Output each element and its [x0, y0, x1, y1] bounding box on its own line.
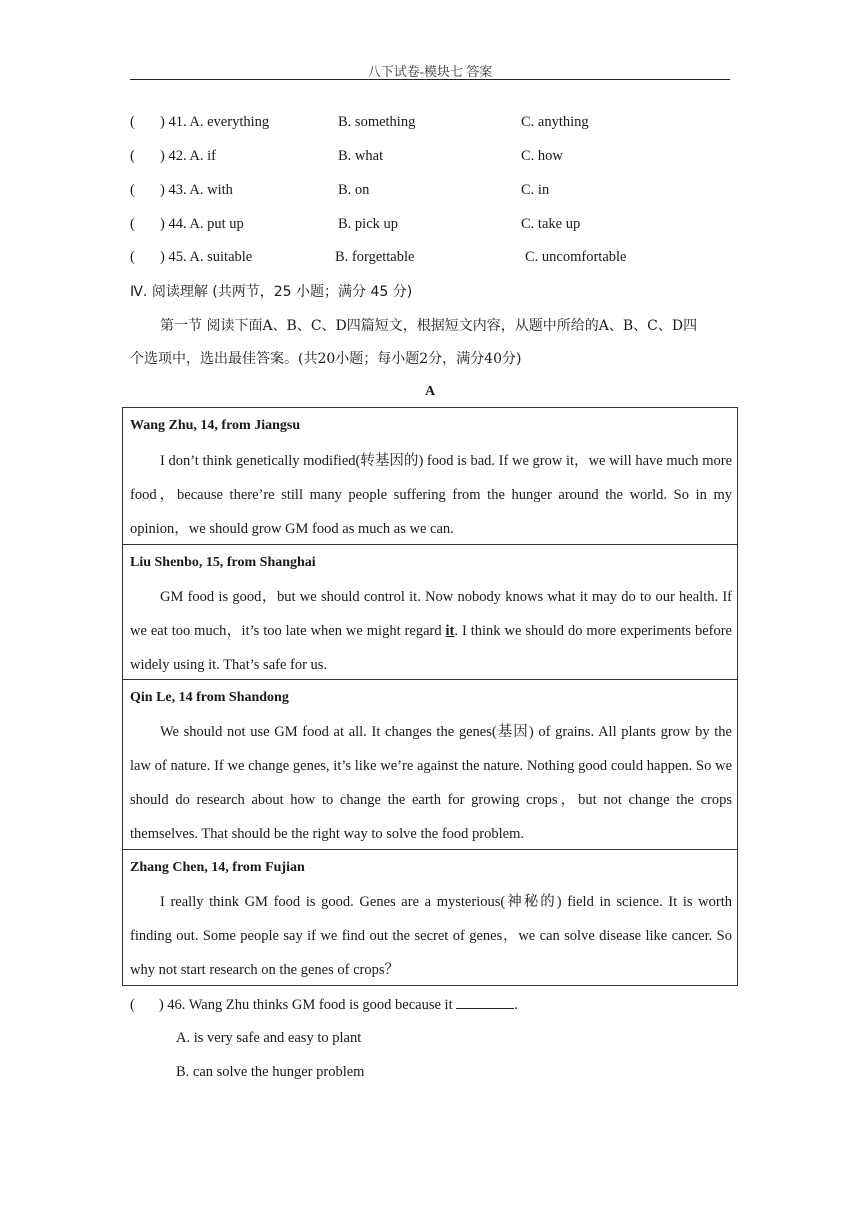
opinion-cell [123, 849, 737, 985]
instruction-line-2: 个选项中，选出最佳答案。(共20小题；每小题2分，满分40分) [130, 351, 522, 367]
instruction-line-1: 第一节 阅读下面A、B、C、D四篇短文，根据短文内容，从题中所给的A、B、C、D四 [160, 318, 698, 334]
opinion-author: Zhang Chen, 14, from Fujian [130, 860, 305, 875]
option-b: B. on [338, 182, 370, 198]
question-43-row [130, 182, 740, 202]
answer-paren: ( [130, 148, 135, 164]
question-46-end: . [514, 997, 518, 1013]
option-b: B. what [338, 148, 384, 164]
opinion-cell [123, 408, 737, 544]
page-header-title: 八下试卷-模块七 答案 [367, 64, 493, 79]
option-a: ) 43. A. with [160, 182, 233, 198]
opinion-author: Wang Zhu, 14, from Jiangsu [130, 418, 301, 433]
answer-paren: ( [130, 216, 135, 232]
question-42-row [130, 148, 740, 168]
opinion-author: Liu Shenbo, 15, from Shanghai [130, 555, 316, 570]
opinion-text-content: We should not use GM food at all. It changes the genes(基因) of grains. All plants grow by the law of nature. If we change genes, it’s like we’re against the nature. Nothing good could happen. So we should do research about how to change the earth for growing crops，but not change the crops themselves. That should be the right way to solve the food problem. [130, 724, 732, 842]
opinion-text-after: . I think we should do more experiments before widely using it. That’s safe for us. [130, 623, 732, 673]
option-b: B. forgettable [335, 249, 415, 265]
opinion-text [130, 885, 732, 987]
opinions-table [122, 407, 738, 986]
passage-label: A [424, 384, 436, 399]
option-b: B. pick up [338, 216, 399, 232]
question-41-row [130, 114, 740, 134]
option-b: B. something [338, 114, 416, 130]
answer-paren: ( [130, 249, 135, 265]
opinion-cell [123, 544, 737, 680]
answer-paren: ( [130, 114, 135, 130]
opinion-text-before: GM food is good，but we should control it. Now nobody knows what it may do to our health. If we eat too much，it’s too late when we might regard [130, 589, 732, 639]
opinion-text [130, 444, 732, 546]
option-c: C. anything [521, 114, 589, 130]
answer-paren: ( [130, 182, 135, 198]
answer-paren: ( [130, 997, 135, 1013]
option-c: C. take up [521, 216, 581, 232]
question-46-option-a: A. is very safe and easy to plant [176, 1030, 362, 1046]
option-a: ) 45. A. suitable [160, 249, 253, 265]
opinion-text [130, 580, 732, 682]
question-45-row [130, 249, 740, 269]
opinion-text [130, 715, 732, 851]
opinion-author: Qin Le, 14 from Shandong [130, 690, 289, 705]
header-rule [130, 79, 730, 80]
option-c: C. how [521, 148, 563, 164]
question-46-option-b: B. can solve the hunger problem [176, 1064, 365, 1080]
answer-blank [456, 996, 514, 1009]
option-a: ) 42. A. if [160, 148, 216, 164]
question-46-stem: ) 46. Wang Zhu thinks GM food is good because it [158, 997, 453, 1013]
question-46 [130, 996, 518, 1014]
option-c: C. uncomfortable [525, 249, 627, 265]
opinion-text-content: I don’t think genetically modified(转基因的) food is bad. If we grow it，we will have much more food，because there’re still many people suffering from the hunger around the world. So in my opinion，we should grow GM food as much as we can. [130, 453, 732, 537]
option-a: ) 44. A. put up [160, 216, 244, 232]
question-44-row [130, 216, 740, 236]
option-a: ) 41. A. everything [160, 114, 270, 130]
section-title: Ⅳ. 阅读理解 (共两节，25 小题；满分 45 分) [130, 284, 413, 300]
option-c: C. in [521, 182, 550, 198]
underlined-word: it [445, 623, 455, 639]
opinion-text-content: I really think GM food is good. Genes are a mysterious(神秘的) field in science. It is worth finding out. Some people say if we find out the secret of genes，we can solve disease like cancer. So why not start research on the genes of crops？ [130, 894, 732, 978]
opinion-cell [123, 679, 737, 850]
